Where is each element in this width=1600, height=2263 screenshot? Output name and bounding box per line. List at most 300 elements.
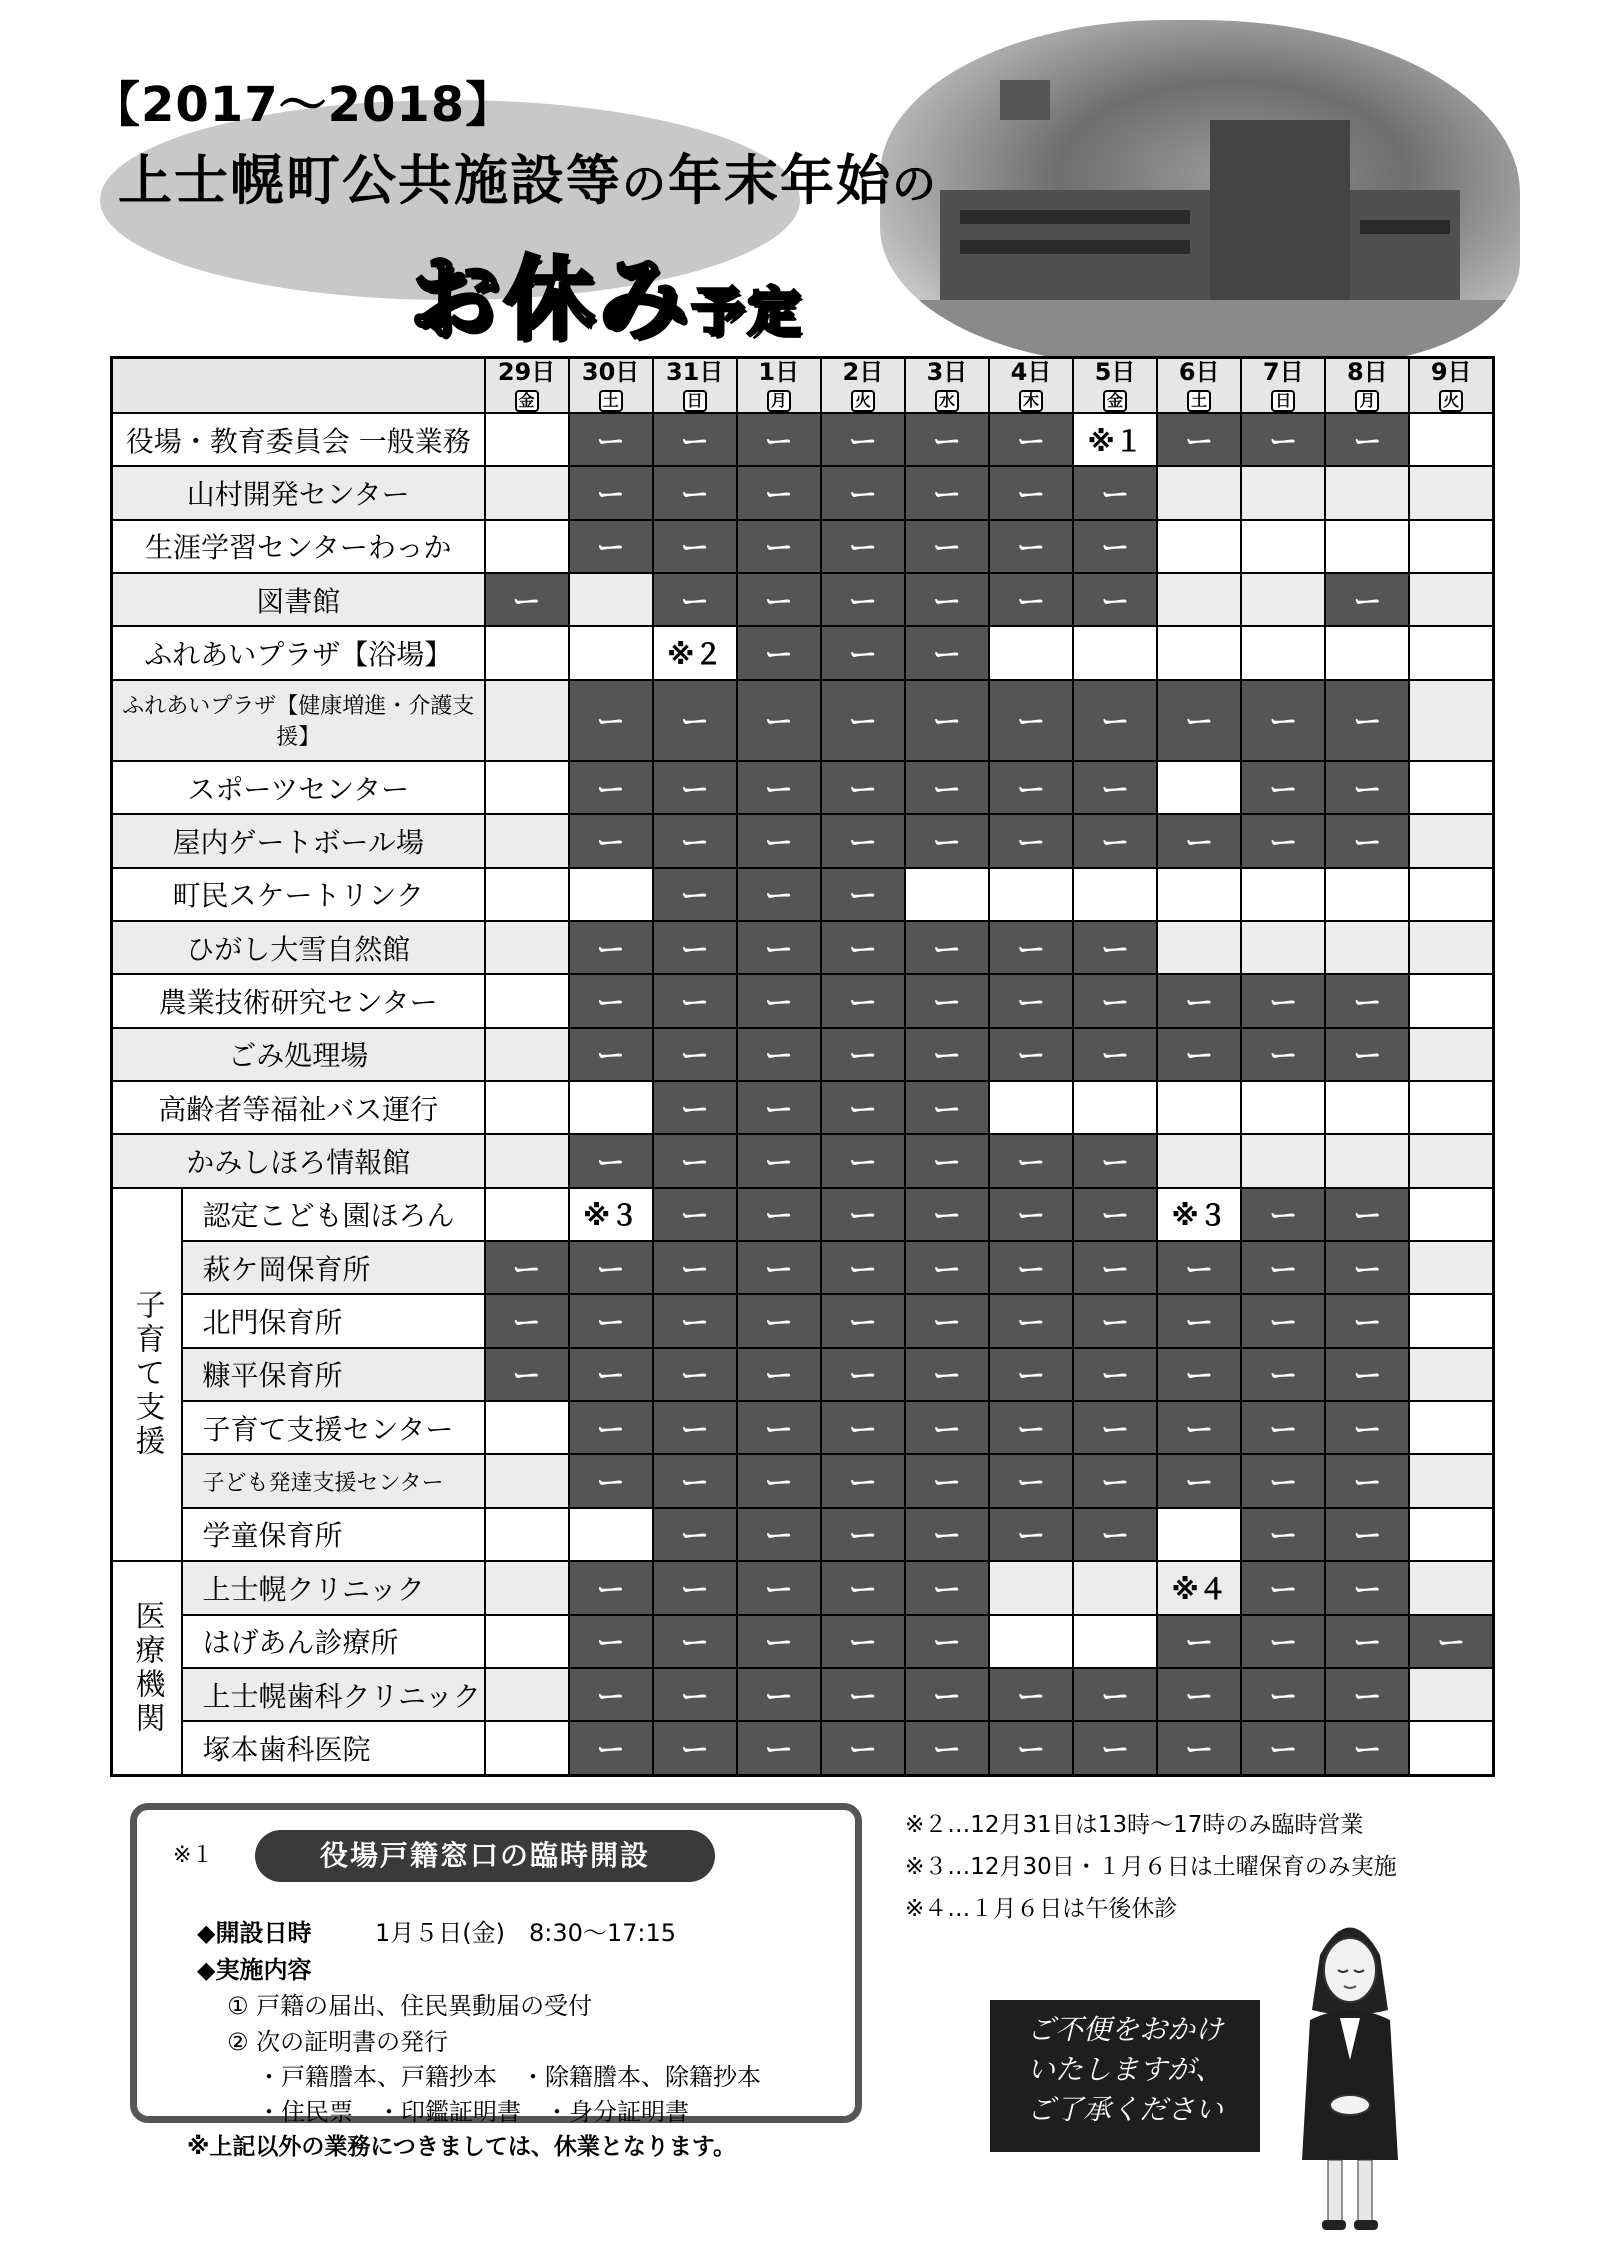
open-cell [569, 626, 653, 679]
open-cell [485, 626, 569, 679]
table-row [112, 868, 1494, 921]
open-cell [1409, 814, 1493, 867]
closed-cell: ー [989, 921, 1073, 974]
closed-cell: ー [737, 1401, 821, 1454]
title-big: お休み [410, 247, 692, 352]
table-row [112, 1561, 1494, 1614]
open-cell [1241, 520, 1325, 573]
open-cell [1409, 520, 1493, 573]
day-of-week-badge: 日 [1271, 390, 1295, 412]
closed-cell: ー [569, 1615, 653, 1668]
closed-cell: ー [653, 1561, 737, 1614]
closed-cell: ー [1073, 520, 1157, 573]
open-cell [1325, 921, 1409, 974]
day-date: 5日 [1094, 358, 1136, 386]
day-header-11 [1409, 358, 1493, 413]
table-row [112, 1454, 1494, 1507]
closed-cell: ー [1241, 1294, 1325, 1347]
day-date: 8日 [1346, 358, 1388, 386]
day-date: 6日 [1178, 358, 1220, 386]
closed-cell: ー [653, 1454, 737, 1507]
open-cell [1409, 1508, 1493, 1561]
closed-cell: ー [1157, 1401, 1241, 1454]
closed-cell: ー [1073, 1188, 1157, 1241]
open-cell [1157, 520, 1241, 573]
facility-name: 図書館 [112, 573, 485, 626]
closed-cell: ー [1157, 1721, 1241, 1775]
closed-cell: ー [821, 1134, 905, 1187]
closed-cell: ー [1325, 1348, 1409, 1401]
apology-line-2: いたしますが、 [1026, 2053, 1223, 2086]
closed-cell: ー [737, 1454, 821, 1507]
closed-cell: ー [569, 680, 653, 761]
closed-cell: ー [1073, 1294, 1157, 1347]
closed-cell: ー [905, 921, 989, 974]
open-cell [905, 868, 989, 921]
table-header-row [112, 358, 1494, 413]
closed-cell: ー [485, 1294, 569, 1347]
closed-cell: ー [653, 921, 737, 974]
facility-name: 塚本歯科医院 [182, 1721, 485, 1775]
closed-cell: ー [1325, 1508, 1409, 1561]
facility-name: 生涯学習センターわっか [112, 520, 485, 573]
closed-cell: ー [989, 1454, 1073, 1507]
closed-cell: ー [905, 814, 989, 867]
closed-cell: ー [1325, 573, 1409, 626]
closed-cell: ー [821, 1615, 905, 1668]
closed-cell: ー [1241, 1348, 1325, 1401]
closed-cell: ー [989, 1028, 1073, 1081]
note-cell: ※３ [1157, 1188, 1241, 1241]
open-cell [1409, 1028, 1493, 1081]
open-cell [485, 413, 569, 466]
closed-cell: ー [569, 520, 653, 573]
closed-cell: ー [821, 1241, 905, 1294]
open-cell [1409, 974, 1493, 1027]
day-of-week-badge: 火 [1439, 390, 1463, 412]
closed-cell: ー [1325, 413, 1409, 466]
closed-cell: ー [905, 761, 989, 814]
open-cell [1409, 680, 1493, 761]
closed-cell: ー [905, 466, 989, 519]
closed-cell: ー [905, 1241, 989, 1294]
bowing-woman-illustration [1280, 1900, 1420, 2240]
closed-cell: ー [1073, 814, 1157, 867]
table-row [112, 1508, 1494, 1561]
open-cell [989, 626, 1073, 679]
closed-cell: ー [905, 520, 989, 573]
closed-cell: ー [821, 1561, 905, 1614]
closed-cell: ー [737, 1721, 821, 1775]
open-cell [1409, 1188, 1493, 1241]
note-cell: ※３ [569, 1188, 653, 1241]
facility-name: 上士幌歯科クリニック [182, 1668, 485, 1721]
open-cell [1157, 868, 1241, 921]
day-date: 2日 [842, 358, 884, 386]
closed-cell: ー [1325, 974, 1409, 1027]
closed-cell: ー [989, 1134, 1073, 1187]
open-cell [1157, 1508, 1241, 1561]
open-cell [485, 974, 569, 1027]
closed-cell: ー [737, 921, 821, 974]
table-row [112, 1241, 1494, 1294]
open-cell [1241, 921, 1325, 974]
open-cell [1157, 1134, 1241, 1187]
closed-cell: ー [737, 1561, 821, 1614]
notice-item-2: ② 次の証明書の発行 [227, 2028, 449, 2056]
day-of-week-badge: 月 [1355, 390, 1379, 412]
day-of-week-badge: 金 [1103, 390, 1127, 412]
closed-cell: ー [569, 1721, 653, 1775]
open-cell [1409, 1081, 1493, 1134]
closed-cell: ー [737, 626, 821, 679]
facility-name: 町民スケートリンク [112, 868, 485, 921]
facility-name: 学童保育所 [182, 1508, 485, 1561]
table-row [112, 573, 1494, 626]
closed-cell: ー [485, 573, 569, 626]
closed-cell: ー [905, 413, 989, 466]
facility-name: 子ども発達支援センター [182, 1454, 485, 1507]
notice-sub-1: ・戸籍謄本、戸籍抄本 ・除籍謄本、除籍抄本 [257, 2063, 761, 2091]
closed-cell: ー [1073, 573, 1157, 626]
closed-cell: ー [905, 1401, 989, 1454]
open-cell [485, 868, 569, 921]
note-cell: ※１ [1073, 413, 1157, 466]
closed-cell: ー [821, 1028, 905, 1081]
day-of-week-badge: 木 [1019, 390, 1043, 412]
closed-cell: ー [821, 1668, 905, 1721]
facility-name: 上士幌クリニック [182, 1561, 485, 1614]
open-cell [485, 1028, 569, 1081]
closed-cell: ー [485, 1348, 569, 1401]
facility-name: スポーツセンター [112, 761, 485, 814]
closed-cell: ー [905, 1668, 989, 1721]
open-cell [1409, 1401, 1493, 1454]
closed-cell: ー [1073, 921, 1157, 974]
closed-cell: ー [905, 680, 989, 761]
table-row [112, 1188, 1494, 1241]
closed-cell: ー [737, 868, 821, 921]
closed-cell: ー [1073, 1508, 1157, 1561]
open-cell [1073, 1615, 1157, 1668]
closed-cell: ー [989, 974, 1073, 1027]
closed-cell: ー [569, 466, 653, 519]
open-cell [485, 921, 569, 974]
open-cell [1073, 868, 1157, 921]
open-cell [485, 1721, 569, 1775]
closed-cell: ー [821, 1454, 905, 1507]
table-row [112, 1348, 1494, 1401]
closed-cell: ー [653, 1508, 737, 1561]
closed-cell: ー [1325, 1401, 1409, 1454]
open-cell [485, 466, 569, 519]
day-header-10 [1325, 358, 1409, 413]
day-header-9 [1241, 358, 1325, 413]
page-subtitle [410, 226, 804, 356]
open-cell [485, 1188, 569, 1241]
closed-cell: ー [737, 974, 821, 1027]
closed-cell: ー [1073, 680, 1157, 761]
closed-cell: ー [653, 466, 737, 519]
closed-cell: ー [821, 868, 905, 921]
closed-cell: ー [737, 413, 821, 466]
notice-content-label: ◆実施内容 [197, 1956, 312, 1984]
closed-cell: ー [905, 1454, 989, 1507]
closed-cell: ー [1409, 1615, 1493, 1668]
closed-cell: ー [1157, 814, 1241, 867]
open-cell [1325, 1081, 1409, 1134]
open-cell [1409, 626, 1493, 679]
open-cell [569, 1081, 653, 1134]
note-cell: ※４ [1157, 1561, 1241, 1614]
closed-cell: ー [1325, 814, 1409, 867]
open-cell [1157, 761, 1241, 814]
closed-cell: ー [821, 680, 905, 761]
closed-cell: ー [821, 1508, 905, 1561]
closed-cell: ー [1157, 1668, 1241, 1721]
closed-cell: ー [653, 1028, 737, 1081]
open-cell [1325, 1134, 1409, 1187]
notice-title: 役場戸籍窓口の臨時開設 [255, 1830, 715, 1882]
closed-cell: ー [653, 1134, 737, 1187]
facility-name: 北門保育所 [182, 1294, 485, 1347]
closed-cell: ー [905, 1348, 989, 1401]
closed-cell: ー [821, 1721, 905, 1775]
open-cell [1409, 1241, 1493, 1294]
closed-cell: ー [1073, 761, 1157, 814]
open-cell [989, 1561, 1073, 1614]
closed-cell: ー [569, 1028, 653, 1081]
open-cell [1157, 921, 1241, 974]
closed-cell: ー [737, 1134, 821, 1187]
header [0, 0, 1600, 360]
open-cell [485, 814, 569, 867]
open-cell [1241, 868, 1325, 921]
closed-cell: ー [1073, 1134, 1157, 1187]
day-of-week-badge: 月 [767, 390, 791, 412]
table-row [112, 1134, 1494, 1187]
open-cell [485, 1508, 569, 1561]
table-row [112, 1721, 1494, 1775]
day-of-week-badge: 土 [1187, 390, 1211, 412]
closed-cell: ー [653, 680, 737, 761]
notice-sub-2: ・住民票 ・印鑑証明書 ・身分証明書 [257, 2098, 689, 2126]
closed-cell: ー [653, 413, 737, 466]
closed-cell: ー [737, 1615, 821, 1668]
open-cell [1409, 1294, 1493, 1347]
closed-cell: ー [905, 626, 989, 679]
open-cell [1409, 921, 1493, 974]
closed-cell: ー [1241, 1028, 1325, 1081]
open-cell [1409, 1134, 1493, 1187]
open-cell [1409, 761, 1493, 814]
closed-cell: ー [569, 1241, 653, 1294]
closed-cell: ー [905, 1615, 989, 1668]
closed-cell: ー [569, 761, 653, 814]
closed-cell: ー [569, 1348, 653, 1401]
closed-cell: ー [905, 1081, 989, 1134]
closed-cell: ー [653, 1668, 737, 1721]
closed-cell: ー [905, 1561, 989, 1614]
closed-cell: ー [989, 1294, 1073, 1347]
closed-cell: ー [569, 1454, 653, 1507]
open-cell [1325, 868, 1409, 921]
closed-cell: ー [569, 1294, 653, 1347]
open-cell [1073, 626, 1157, 679]
closed-cell: ー [989, 520, 1073, 573]
open-cell [1409, 1561, 1493, 1614]
closed-cell: ー [1241, 761, 1325, 814]
title-particle: の [622, 159, 668, 210]
closed-cell: ー [1073, 974, 1157, 1027]
open-cell [485, 761, 569, 814]
closed-cell: ー [1325, 1188, 1409, 1241]
closed-cell: ー [1325, 1668, 1409, 1721]
closed-cell: ー [1157, 1348, 1241, 1401]
temporary-window-notice [130, 1803, 862, 2160]
day-date: 3日 [926, 358, 968, 386]
closed-cell: ー [989, 1401, 1073, 1454]
open-cell [1325, 626, 1409, 679]
table-row [112, 1668, 1494, 1721]
facility-name: かみしほろ情報館 [112, 1134, 485, 1187]
closed-cell: ー [737, 1241, 821, 1294]
closed-cell: ー [989, 814, 1073, 867]
facility-name: ふれあいプラザ【健康増進・介護支援】 [112, 680, 485, 761]
day-of-week-badge: 土 [599, 390, 623, 412]
open-cell [989, 1081, 1073, 1134]
facility-name: 役場・教育委員会 一般業務 [112, 413, 485, 466]
closed-cell: ー [821, 1401, 905, 1454]
open-cell [1241, 573, 1325, 626]
closed-cell: ー [821, 814, 905, 867]
closed-cell: ー [653, 573, 737, 626]
open-cell [1157, 466, 1241, 519]
closed-cell: ー [569, 1401, 653, 1454]
notice-footer: ※上記以外の業務につきましては、休業となります。 [187, 2134, 737, 2160]
day-date: 9日 [1430, 358, 1472, 386]
closed-cell: ー [989, 680, 1073, 761]
table-row [112, 974, 1494, 1027]
closed-cell: ー [653, 1721, 737, 1775]
open-cell [1409, 573, 1493, 626]
closed-cell: ー [989, 1241, 1073, 1294]
closed-cell: ー [569, 921, 653, 974]
open-cell [1073, 1561, 1157, 1614]
table-row [112, 466, 1494, 519]
closed-cell: ー [569, 974, 653, 1027]
closed-cell: ー [821, 1348, 905, 1401]
closed-cell: ー [1325, 680, 1409, 761]
closed-cell: ー [905, 1721, 989, 1775]
facility-name: はげあん診療所 [182, 1615, 485, 1668]
day-date: 4日 [1010, 358, 1052, 386]
closed-cell: ー [989, 573, 1073, 626]
open-cell [569, 573, 653, 626]
table-row [112, 1081, 1494, 1134]
closed-cell: ー [737, 761, 821, 814]
closed-cell: ー [1157, 413, 1241, 466]
open-cell [485, 520, 569, 573]
title-particle-2: の [892, 159, 938, 210]
day-of-week-badge: 水 [935, 390, 959, 412]
day-date: 30日 [581, 358, 640, 386]
table-row [112, 814, 1494, 867]
closed-cell: ー [821, 413, 905, 466]
closed-cell: ー [737, 1028, 821, 1081]
table-row [112, 1615, 1494, 1668]
closed-cell: ー [1241, 974, 1325, 1027]
closed-cell: ー [653, 1401, 737, 1454]
day-date: 1日 [758, 358, 800, 386]
open-cell [485, 1401, 569, 1454]
closed-cell: ー [737, 520, 821, 573]
open-cell [1073, 1081, 1157, 1134]
day-header-2 [653, 358, 737, 413]
closed-cell: ー [1157, 1028, 1241, 1081]
facility-name: 萩ケ岡保育所 [182, 1241, 485, 1294]
facility-name: 山村開発センター [112, 466, 485, 519]
day-header-3 [737, 358, 821, 413]
title-small: 予定 [692, 283, 805, 343]
closed-cell: ー [821, 1188, 905, 1241]
table-row [112, 921, 1494, 974]
facility-name: 糠平保育所 [182, 1348, 485, 1401]
open-cell [1409, 1348, 1493, 1401]
day-header-4 [821, 358, 905, 413]
table-row [112, 1401, 1494, 1454]
footnote-3: ※３…12月30日・１月６日は土曜保育のみ実施 [905, 1854, 1397, 1880]
header-blank [112, 358, 485, 413]
closed-cell: ー [989, 1188, 1073, 1241]
notice-mark: ※１ [173, 1843, 214, 1868]
table-row [112, 520, 1494, 573]
closed-cell: ー [905, 974, 989, 1027]
day-date: 7日 [1262, 358, 1304, 386]
notice-date-value: 1月５日(金) 8:30〜17:15 [375, 1919, 677, 1947]
day-date: 29日 [497, 358, 556, 386]
closed-cell: ー [821, 573, 905, 626]
closed-cell: ー [1325, 761, 1409, 814]
closed-cell: ー [653, 1294, 737, 1347]
closed-cell: ー [989, 1348, 1073, 1401]
closed-cell: ー [737, 1508, 821, 1561]
open-cell [1157, 1081, 1241, 1134]
open-cell [1409, 868, 1493, 921]
open-cell [485, 680, 569, 761]
closed-cell: ー [569, 1561, 653, 1614]
open-cell [1241, 1081, 1325, 1134]
open-cell [485, 1668, 569, 1721]
closed-cell: ー [1325, 1615, 1409, 1668]
holiday-schedule-table [110, 356, 1495, 1777]
closed-cell: ー [737, 1294, 821, 1347]
closed-cell: ー [821, 761, 905, 814]
closed-cell: ー [485, 1241, 569, 1294]
table-row [112, 626, 1494, 679]
page-title [118, 138, 938, 215]
footnote-4: ※４…１月６日は午後休診 [905, 1896, 1178, 1922]
closed-cell: ー [1325, 1241, 1409, 1294]
facility-name: ふれあいプラザ【浴場】 [112, 626, 485, 679]
closed-cell: ー [1325, 1294, 1409, 1347]
day-header-7 [1073, 358, 1157, 413]
open-cell [1325, 520, 1409, 573]
apology-line-3: ご了承ください [1026, 2093, 1223, 2126]
closed-cell: ー [905, 1188, 989, 1241]
closed-cell: ー [1241, 1401, 1325, 1454]
closed-cell: ー [1325, 1454, 1409, 1507]
